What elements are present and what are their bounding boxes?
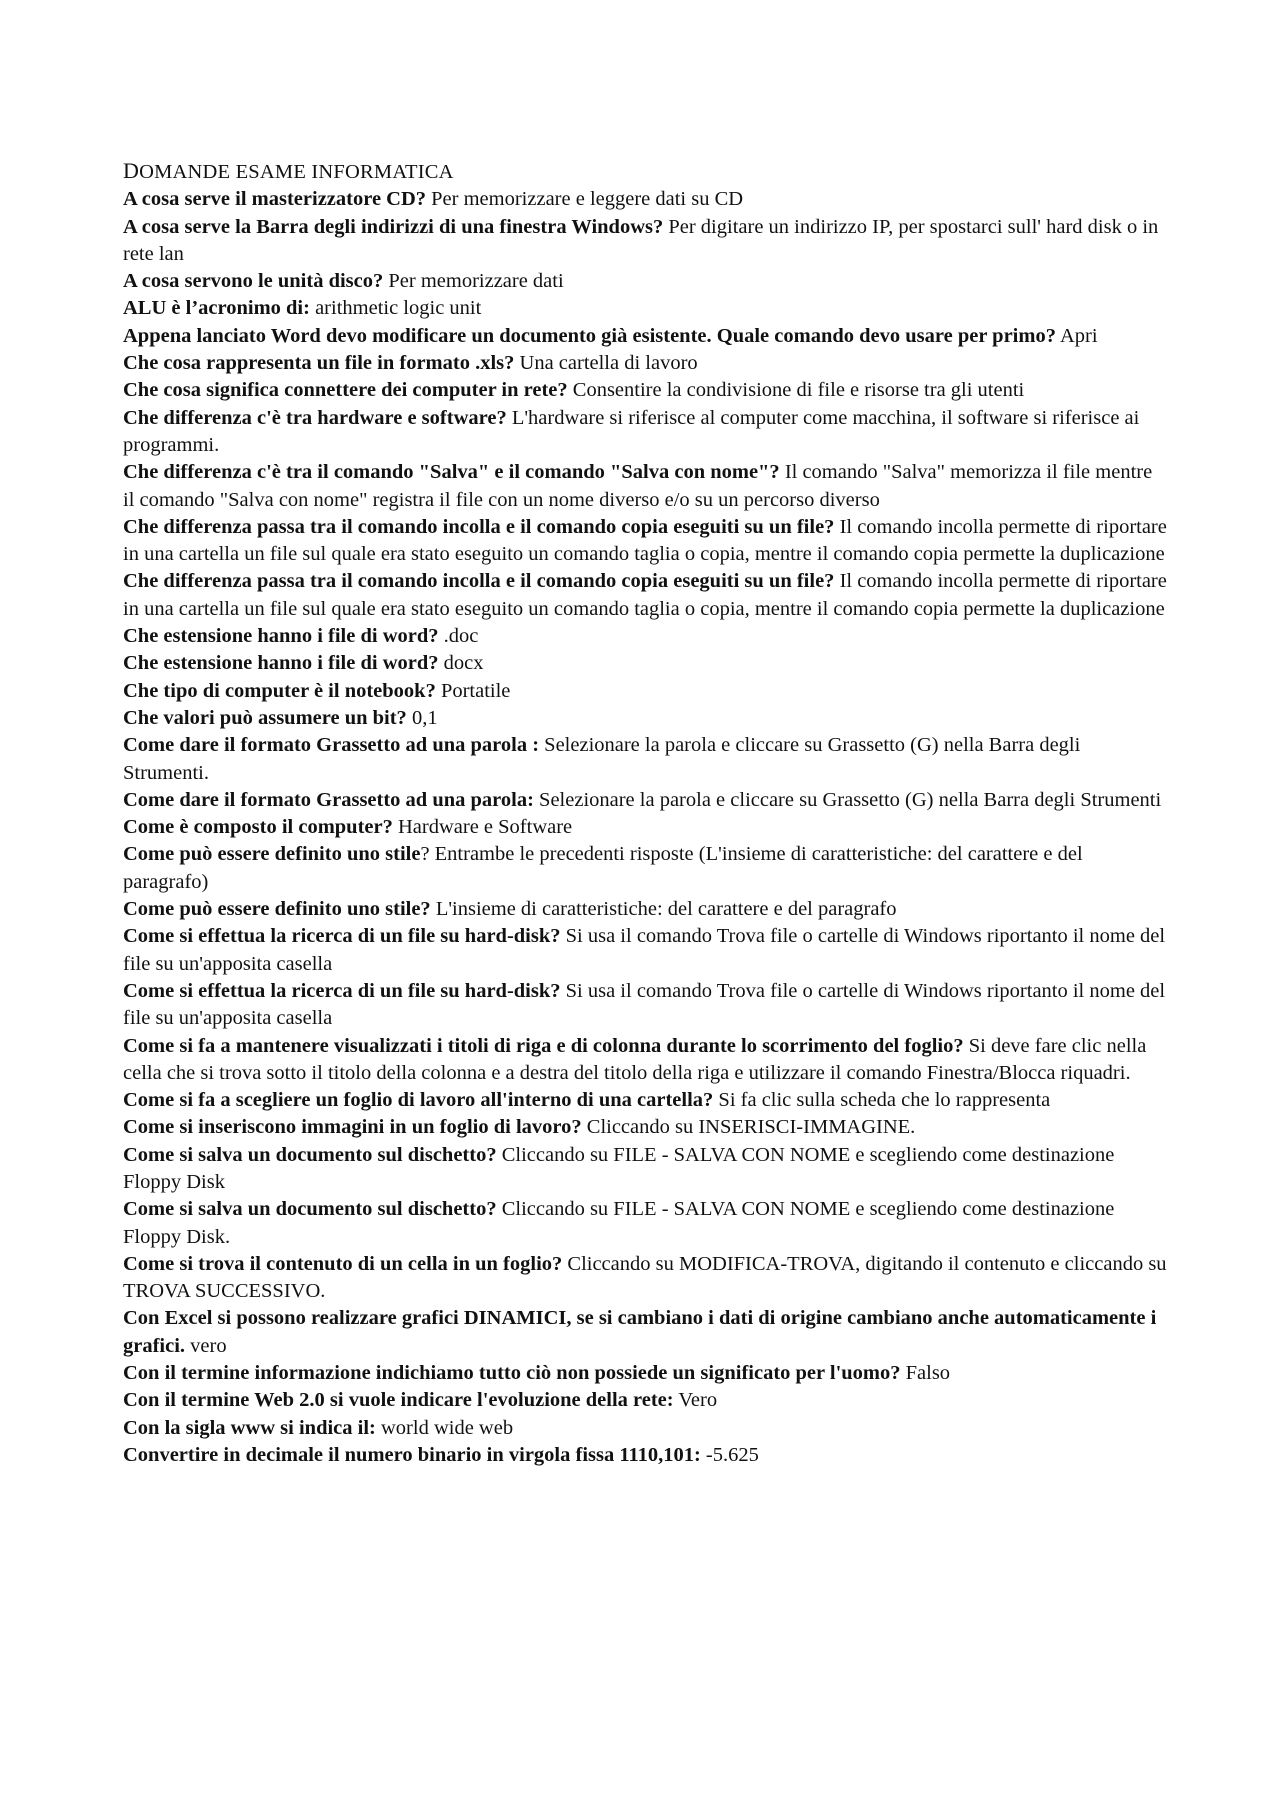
question-text: Come può essere definito uno stile <box>123 843 421 866</box>
answer-text: Selezionare la parola e cliccare su Grassetto (G) nella Barra degli Strumenti. <box>123 734 1081 784</box>
question-text: Appena lanciato Word devo modificare un documento già esistente. Quale comando devo usare per primo? <box>123 324 1056 347</box>
question-item <box>123 186 1168 213</box>
question-item <box>123 568 1168 623</box>
question-text: Come si salva un documento sul dischetto? <box>123 1198 497 1221</box>
question-item <box>123 323 1168 350</box>
question-item <box>123 268 1168 295</box>
question-text: Come può essere definito uno stile? <box>123 898 431 921</box>
question-text: Che tipo di computer è il notebook? <box>123 679 436 702</box>
question-text: Come si effettua la ricerca di un file su hard-disk? <box>123 979 561 1002</box>
question-text: Come si trova il contenuto di un cella in un foglio? <box>123 1252 563 1275</box>
question-text: Come è composto il computer? <box>123 816 393 839</box>
question-text: Che differenza passa tra il comando incolla e il comando copia eseguiti su un file? <box>123 515 835 538</box>
question-item <box>123 978 1168 1033</box>
question-item <box>123 787 1168 814</box>
answer-text: ? Entrambe le precedenti risposte (L'insieme di caratteristiche: del carattere e del paragrafo) <box>123 843 1083 893</box>
question-text: Con Excel si possono realizzare grafici DINAMICI, se si cambiano i dati di origine cambiano anche automaticamente i grafici. <box>123 1307 1157 1357</box>
answer-text: Consentire la condivisione di file e risorse tra gli utenti <box>567 379 1025 402</box>
question-item <box>123 814 1168 841</box>
answer-text: Selezionare la parola e cliccare su Grassetto (G) nella Barra degli Strumenti <box>533 788 1162 811</box>
question-text: Come dare il formato Grassetto ad una parola: <box>123 788 534 811</box>
question-text: Come si inseriscono immagini in un foglio di lavoro? <box>123 1116 582 1139</box>
answer-text: L'hardware si riferisce al computer come macchina, il software si riferisce ai programmi. <box>123 406 1140 456</box>
question-item <box>123 923 1168 978</box>
question-text: A cosa servono le unità disco? <box>123 270 384 293</box>
answer-text: .doc <box>438 625 479 648</box>
question-item <box>123 1196 1168 1251</box>
question-item <box>123 841 1168 896</box>
question-text: Come si fa a mantenere visualizzati i titoli di riga e di colonna durante lo scorrimento del foglio? <box>123 1034 964 1057</box>
question-text: Come si fa a scegliere un foglio di lavoro all'interno di una cartella? <box>123 1089 714 1112</box>
answer-text: Vero <box>673 1389 718 1412</box>
question-text: Che valori può assumere un bit? <box>123 706 407 729</box>
answer-text: Una cartella di lavoro <box>514 352 698 375</box>
question-item <box>123 1442 1168 1469</box>
answer-text: Si fa clic sulla scheda che lo rappresenta <box>713 1089 1051 1112</box>
answer-text: Cliccando su INSERISCI-IMMAGINE. <box>581 1116 916 1139</box>
answer-text: L'insieme di caratteristiche: del carattere e del paragrafo <box>430 898 897 921</box>
question-item <box>123 1142 1168 1197</box>
question-text: Come dare il formato Grassetto ad una parola : <box>123 734 540 757</box>
title-text: OMANDE ESAME INFORMATICA <box>139 161 454 183</box>
question-text: Con il termine Web 2.0 si vuole indicare l'evoluzione della rete: <box>123 1389 674 1412</box>
question-item <box>123 377 1168 404</box>
answer-text: -5.625 <box>700 1443 759 1466</box>
answer-text: Apri <box>1055 324 1098 347</box>
title-initial: D <box>123 158 140 183</box>
question-text: Che differenza c'è tra hardware e software? <box>123 406 507 429</box>
question-item <box>123 1387 1168 1414</box>
answer-text: 0,1 <box>406 706 438 729</box>
answer-text: Per digitare un indirizzo IP, per spostarci sull' hard disk o in rete lan <box>123 215 1159 265</box>
question-item <box>123 896 1168 923</box>
question-text: Che differenza passa tra il comando incolla e il comando copia eseguiti su un file? <box>123 570 835 593</box>
question-item <box>123 705 1168 732</box>
question-text: Come si effettua la ricerca di un file su hard-disk? <box>123 925 561 948</box>
question-text: ALU è l’acronimo di: <box>123 297 310 320</box>
answer-text: Cliccando su FILE - SALVA CON NOME e scegliendo come destinazione Floppy Disk. <box>123 1198 1115 1248</box>
question-text: Che cosa rappresenta un file in formato .xls? <box>123 352 515 375</box>
document-title <box>123 157 1168 186</box>
question-item <box>123 1360 1168 1387</box>
answer-text: arithmetic logic unit <box>309 297 482 320</box>
question-item <box>123 214 1168 269</box>
question-item <box>123 350 1168 377</box>
answer-text: Falso <box>900 1362 951 1385</box>
question-item <box>123 1305 1168 1360</box>
answer-text: Il comando incolla permette di riportare in una cartella un file sul quale era stato eseguito un comando taglia o copia, mentre il comando copia permette la duplicazione <box>123 570 1167 620</box>
answer-text: Cliccando su MODIFICA-TROVA, digitando il contenuto e cliccando su TROVA SUCCESSIVO. <box>123 1252 1167 1303</box>
answer-text: Cliccando su FILE - SALVA CON NOME e scegliendo come destinazione Floppy Disk <box>123 1143 1115 1193</box>
answer-text: Hardware e Software <box>392 816 573 839</box>
question-text: A cosa serve la Barra degli indirizzi di una finestra Windows? <box>123 215 664 238</box>
question-text: Che differenza c'è tra il comando "Salva" e il comando "Salva con nome"? <box>123 461 780 484</box>
answer-text: Portatile <box>435 679 511 702</box>
answer-text: Si deve fare clic nella cella che si trova sotto il titolo della colonna e a destra del titolo della riga e utilizzare il comando Finestra/Blocca riquadri. <box>123 1034 1147 1084</box>
question-list <box>123 186 1168 1469</box>
answer-text: Il comando "Salva" memorizza il file mentre il comando "Salva con nome" registra il file con un nome diverso e/o su un percorso diverso <box>123 461 1153 511</box>
question-text: Che cosa significa connettere dei computer in rete? <box>123 379 568 402</box>
question-text: Come si salva un documento sul dischetto? <box>123 1143 497 1166</box>
question-text: Che estensione hanno i file di word? <box>123 625 439 648</box>
question-item <box>123 295 1168 322</box>
question-text: Con il termine informazione indichiamo tutto ciò non possiede un significato per l'uomo? <box>123 1362 901 1385</box>
question-text: A cosa serve il masterizzatore CD? <box>123 188 427 211</box>
answer-text: Per memorizzare dati <box>383 270 564 293</box>
answer-text: docx <box>438 652 484 675</box>
question-item <box>123 459 1168 514</box>
question-item <box>123 514 1168 569</box>
question-item <box>123 1087 1168 1114</box>
answer-text: Per memorizzare e leggere dati su CD <box>426 188 744 211</box>
answer-text: Il comando incolla permette di riportare in una cartella un file sul quale era stato eseguito un comando taglia o copia, mentre il comando copia permette la duplicazione <box>123 515 1167 566</box>
answer-text: Si usa il comando Trova file o cartelle di Windows riportanto il nome del file su un'apposita casella <box>123 979 1166 1030</box>
question-text: Che estensione hanno i file di word? <box>123 652 439 675</box>
question-item <box>123 732 1168 787</box>
question-item <box>123 405 1168 460</box>
question-item <box>123 1114 1168 1141</box>
question-item <box>123 650 1168 677</box>
question-item <box>123 1415 1168 1442</box>
question-text: Con la sigla www si indica il: <box>123 1416 376 1439</box>
question-item <box>123 1033 1168 1088</box>
document-page <box>123 157 1168 1469</box>
question-item <box>123 1251 1168 1306</box>
question-item <box>123 678 1168 705</box>
answer-text: Si usa il comando Trova file o cartelle di Windows riportanto il nome del file su un'apposita casella <box>123 925 1166 975</box>
answer-text: vero <box>185 1334 227 1357</box>
question-item <box>123 623 1168 650</box>
answer-text: world wide web <box>375 1416 514 1439</box>
question-text: Convertire in decimale il numero binario in virgola fissa 1110,101: <box>123 1443 701 1466</box>
